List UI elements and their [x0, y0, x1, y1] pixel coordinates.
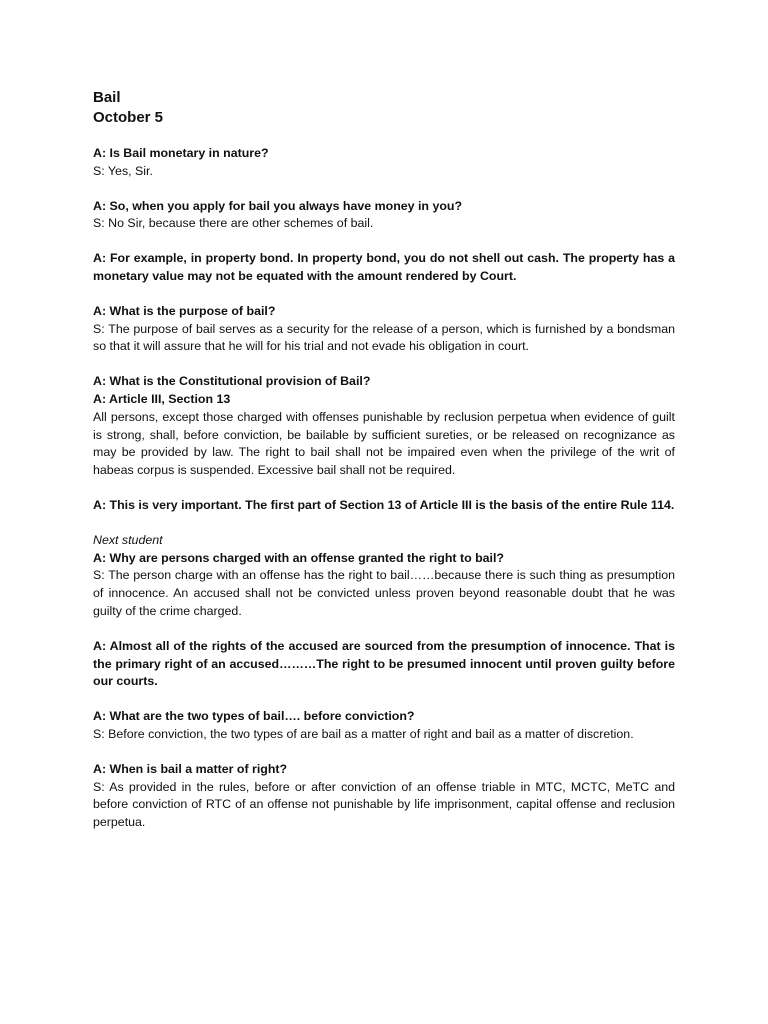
- document-date: October 5: [93, 109, 164, 126]
- question: A: Why are persons charged with an offense granted the right to bail?: [93, 550, 505, 565]
- qa-block-2: [93, 198, 675, 234]
- answer: S: The purpose of bail serves as a security for the release of a person, which is furnished by a bondsman so that it will assure that he will for his trial and not evade his obligation in court.: [93, 321, 675, 354]
- qa-block-9: [93, 708, 675, 744]
- qa-block-5: [93, 373, 675, 480]
- qa-block-6: [93, 497, 675, 515]
- question: A: What is the purpose of bail?: [93, 303, 276, 318]
- constitution-text: All persons, except those charged with offenses punishable by reclusion perpetua when evidence of guilt is strong, shall, before conviction, be bailable by sufficient sureties, or be released on recognizance as may be provided by law. The right to bail shall not be impaired even when the privilege of the writ of habeas corpus is suspended. Excessive bail shall not be required.: [93, 409, 675, 478]
- qa-block-8: [93, 638, 675, 691]
- answer: S: No Sir, because there are other schemes of bail.: [93, 216, 374, 231]
- answer: S: The person charge with an offense has the right to bail……because there is such thing as presumption of innocence. An accused shall not be convicted unless proven beyond reasonable doubt that he was guilty of the crime charged.: [93, 568, 675, 618]
- question: A: So, when you apply for bail you always have money in you?: [93, 198, 463, 213]
- statement: A: Almost all of the rights of the accused are sourced from the presumption of innocence. That is the primary right of an accused………The right to be presumed innocent until proven guilty before our courts.: [93, 638, 675, 689]
- question: A: What is the Constitutional provision of Bail?: [93, 374, 371, 389]
- statement: A: For example, in property bond. In property bond, you do not shell out cash. The property has a monetary value may not be equated with the amount rendered by Court.: [93, 251, 675, 283]
- question: A: Is Bail monetary in nature?: [93, 146, 269, 160]
- question: A: What are the two types of bail…. before conviction?: [93, 709, 415, 724]
- statement: A: This is very important. The first part of Section 13 of Article III is the basis of the entire Rule 114.: [93, 497, 675, 512]
- answer: S: Before conviction, the two types of are bail as a matter of right and bail as a matter of discretion.: [93, 726, 634, 741]
- qa-block-1: [93, 145, 675, 181]
- qa-block-7: [93, 532, 675, 621]
- question: A: When is bail a matter of right?: [93, 761, 288, 776]
- qa-block-3: [93, 250, 675, 286]
- document-title: Bail: [93, 89, 121, 106]
- qa-block-10: [93, 761, 675, 832]
- answer: S: Yes, Sir.: [93, 163, 153, 178]
- answer: S: As provided in the rules, before or after conviction of an offense triable in MTC, MCTC, MeTC and before conviction of RTC of an offense not punishable by life imprisonment, capital offense and reclusion perpetua.: [93, 779, 675, 830]
- document-page: [93, 88, 675, 849]
- answer-heading: A: Article III, Section 13: [93, 391, 231, 406]
- qa-block-4: [93, 303, 675, 356]
- next-student-label: Next student: [93, 532, 163, 547]
